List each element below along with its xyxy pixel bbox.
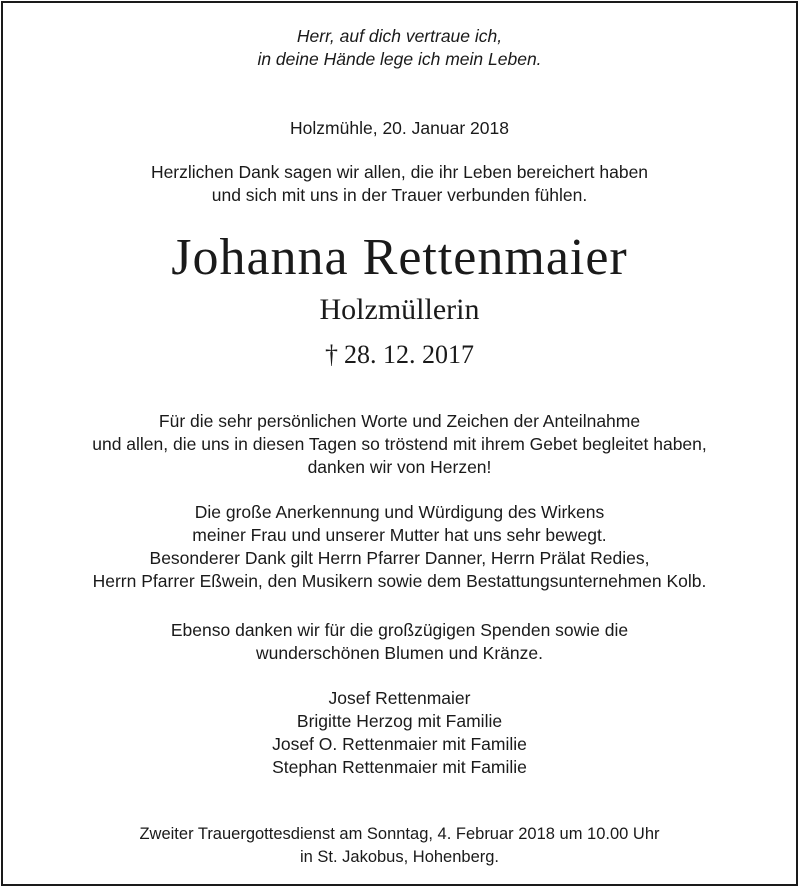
death-date: 28. 12. 2017	[344, 340, 474, 369]
signatory-2: Brigitte Herzog mit Familie	[296, 711, 503, 731]
service-info	[3, 823, 796, 869]
paragraph2-line-1: Die große Anerkennung und Würdigung des Wirkens	[194, 502, 605, 522]
paragraph3-line-2: wunderschönen Blumen und Kränze.	[256, 643, 543, 663]
service-line-1: Zweiter Trauergottesdienst am Sonntag, 4. Februar 2018 um 10.00 Uhr	[139, 825, 660, 843]
paragraph2-line-4: Herrn Pfarrer Eßwein, den Musikern sowie dem Bestattungsunternehmen Kolb.	[92, 571, 707, 591]
paragraph3-line-1: Ebenso danken wir für die großzügigen Spenden sowie die	[170, 620, 629, 640]
verse-line-2: in deine Hände lege ich mein Leben.	[257, 49, 542, 69]
paragraph2-line-2: meiner Frau und unserer Mutter hat uns sehr bewegt.	[192, 525, 607, 545]
signatory-4: Stephan Rettenmaier mit Familie	[272, 757, 527, 777]
verse-line-1: Herr, auf dich vertraue ich,	[296, 26, 503, 46]
paragraph2-line-3: Besonderer Dank gilt Herrn Pfarrer Danner, Herrn Prälat Redies,	[149, 548, 650, 568]
intro-text	[3, 161, 796, 207]
obituary-notice	[1, 1, 798, 886]
intro-line-2: und sich mit uns in der Trauer verbunden fühlen.	[211, 185, 588, 205]
paragraph1-line-3: danken wir von Herzen!	[307, 457, 492, 477]
signatory-1: Josef Rettenmaier	[328, 688, 471, 708]
thanks-paragraph-2	[3, 501, 796, 593]
thanks-paragraph-3	[3, 619, 796, 665]
intro-line-1: Herzlichen Dank sagen wir allen, die ihr Leben bereichert haben	[150, 162, 649, 182]
deceased-title: Holzmüllerin	[319, 293, 480, 326]
signatories	[3, 687, 796, 779]
death-date-line	[3, 339, 796, 371]
place-date: Holzmühle, 20. Januar 2018	[290, 118, 509, 138]
thanks-paragraph-1	[3, 410, 796, 479]
cross-icon: †	[325, 340, 338, 369]
paragraph1-line-1: Für die sehr persönlichen Worte und Zeichen der Anteilnahme	[158, 411, 641, 431]
paragraph1-line-2: und allen, die uns in diesen Tagen so tröstend mit ihrem Gebet begleitet haben,	[92, 434, 707, 454]
deceased-name: Johanna Rettenmaier	[171, 229, 628, 286]
service-line-2: in St. Jakobus, Hohenberg.	[299, 848, 500, 866]
bible-verse	[3, 25, 796, 71]
signatory-3: Josef O. Rettenmaier mit Familie	[272, 734, 527, 754]
